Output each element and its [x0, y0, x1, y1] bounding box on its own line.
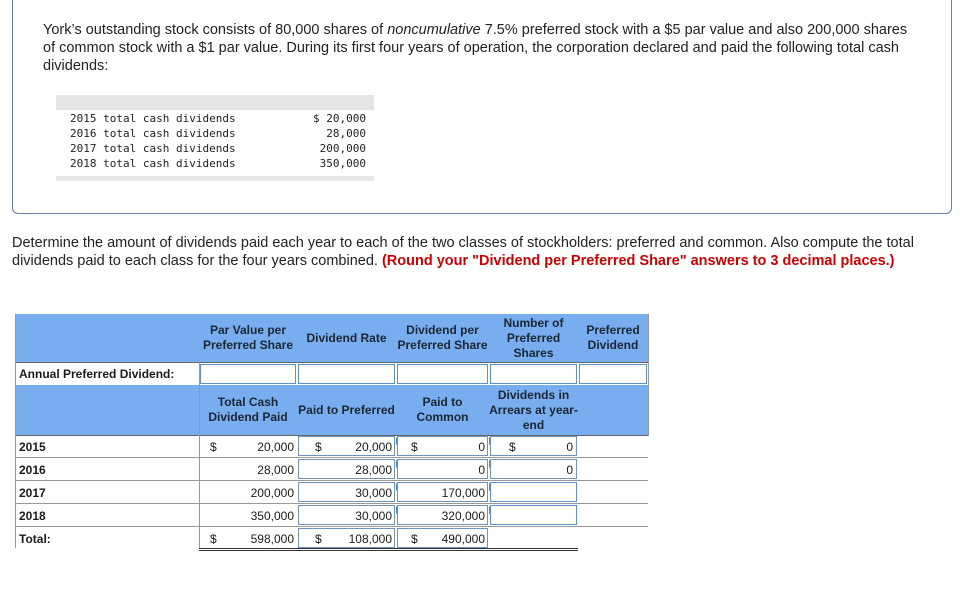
header-dividend-rate: Dividend Rate — [297, 314, 396, 362]
currency-sign: $ — [210, 532, 217, 546]
header2-blank — [15, 385, 199, 435]
header-par-value: Par Value per Preferred Share — [199, 314, 297, 362]
instruction-body: Determine the amount of dividends paid each year to each of the two classes of stockholders: preferred and common. Also compute the total dividends paid to each class for the four years combined. — [12, 235, 914, 269]
header-paid-common: Paid to Common — [396, 385, 489, 435]
schedule-label: 2016 total cash dividends — [70, 127, 236, 140]
col-separator — [199, 362, 200, 548]
row-label: 2016 — [19, 463, 46, 477]
row-label: 2018 — [19, 509, 46, 523]
schedule-value: 200,000 — [319, 142, 366, 155]
question-text-part: 7.5% preferred stock with a $5 par value and also 200,000 shares of common stock with a $1 par value. During its first four years of operation, the corporation declared and paid the following total cash dividends: — [43, 22, 908, 74]
arrears-input[interactable] — [490, 482, 577, 502]
question-text-part: York’s outstanding stock consists of 80,000 shares of — [43, 22, 388, 38]
total-underline — [199, 548, 578, 549]
paid-preferred-value: 20,000 — [355, 440, 392, 454]
paid-common-value: 320,000 — [441, 509, 485, 523]
currency-sign: $ — [315, 532, 322, 546]
schedule-label: 2015 total cash dividends — [70, 112, 236, 125]
arrears-value: 0 — [566, 463, 573, 477]
rounding-note: (Round your "Dividend per Preferred Share" answers to 3 decimal places.) — [381, 253, 895, 269]
schedule-label: 2018 total cash dividends — [70, 157, 236, 170]
total-double-underline — [199, 550, 578, 551]
currency-sign: $ — [315, 440, 322, 454]
annual-dividend-label: Annual Preferred Dividend: — [19, 367, 175, 381]
total-common-value: 490,000 — [441, 532, 485, 546]
header2-blank-right — [578, 385, 648, 435]
row-label: 2015 — [19, 440, 46, 454]
paid-common-value: 170,000 — [441, 486, 485, 500]
currency-sign: $ — [210, 440, 217, 454]
divider — [15, 457, 648, 458]
total-preferred-value: 108,000 — [348, 532, 392, 546]
header-total-cash: Total Cash Dividend Paid — [199, 385, 297, 435]
total-cash-value: 20,000 — [257, 440, 294, 454]
header-paid-preferred: Paid to Preferred — [297, 385, 396, 435]
header-number-of-shares: Number of Preferred Shares — [489, 314, 578, 362]
table-right-edge — [648, 314, 649, 436]
total-cash-value: 350,000 — [250, 509, 294, 523]
dividend-rate-input[interactable] — [298, 364, 395, 384]
schedule-row — [70, 111, 366, 126]
instruction-text — [12, 234, 962, 270]
schedule-label: 2017 total cash dividends — [70, 142, 236, 155]
total-cash-value: 200,000 — [250, 486, 294, 500]
schedule-value: 350,000 — [319, 157, 366, 170]
preferred-dividend-input[interactable] — [579, 364, 647, 384]
schedule-row — [70, 126, 366, 141]
paid-common-value: 0 — [478, 463, 485, 477]
question-emphasis: noncumulative — [387, 22, 481, 38]
dividend-per-share-input[interactable] — [397, 364, 488, 384]
schedule-row — [70, 141, 366, 156]
arrears-value: 0 — [566, 440, 573, 454]
row-label: 2017 — [19, 486, 46, 500]
currency-sign: $ — [509, 440, 516, 454]
schedule-top-bar — [56, 95, 374, 110]
paid-preferred-value: 28,000 — [355, 463, 392, 477]
divider — [15, 526, 648, 527]
total-row-label: Total: — [19, 532, 51, 546]
total-cash-sum: 598,000 — [250, 532, 294, 546]
divider — [15, 503, 648, 504]
number-of-shares-input[interactable] — [490, 364, 577, 384]
header1-blank — [15, 314, 199, 362]
paid-preferred-value: 30,000 — [355, 509, 392, 523]
currency-sign: $ — [411, 532, 418, 546]
total-cash-value: 28,000 — [257, 463, 294, 477]
paid-preferred-value: 30,000 — [355, 486, 392, 500]
par-value-input[interactable] — [200, 364, 296, 384]
header-arrears: Dividends in Arrears at year-end — [489, 385, 578, 435]
divider — [15, 480, 648, 481]
paid-common-value: 0 — [478, 440, 485, 454]
schedule-value: 28,000 — [326, 127, 366, 140]
header-preferred-dividend: Preferred Dividend — [578, 314, 648, 362]
table-left-edge — [15, 314, 16, 548]
arrears-input[interactable] — [490, 505, 577, 525]
schedule-value: $ 20,000 — [313, 112, 366, 125]
question-text — [43, 21, 913, 75]
header-dividend-per-share: Dividend per Preferred Share — [396, 314, 489, 362]
divider — [15, 362, 648, 363]
schedule-row — [70, 156, 366, 171]
currency-sign: $ — [411, 440, 418, 454]
schedule-bottom-bar — [56, 176, 374, 181]
dividend-schedule — [56, 95, 374, 182]
